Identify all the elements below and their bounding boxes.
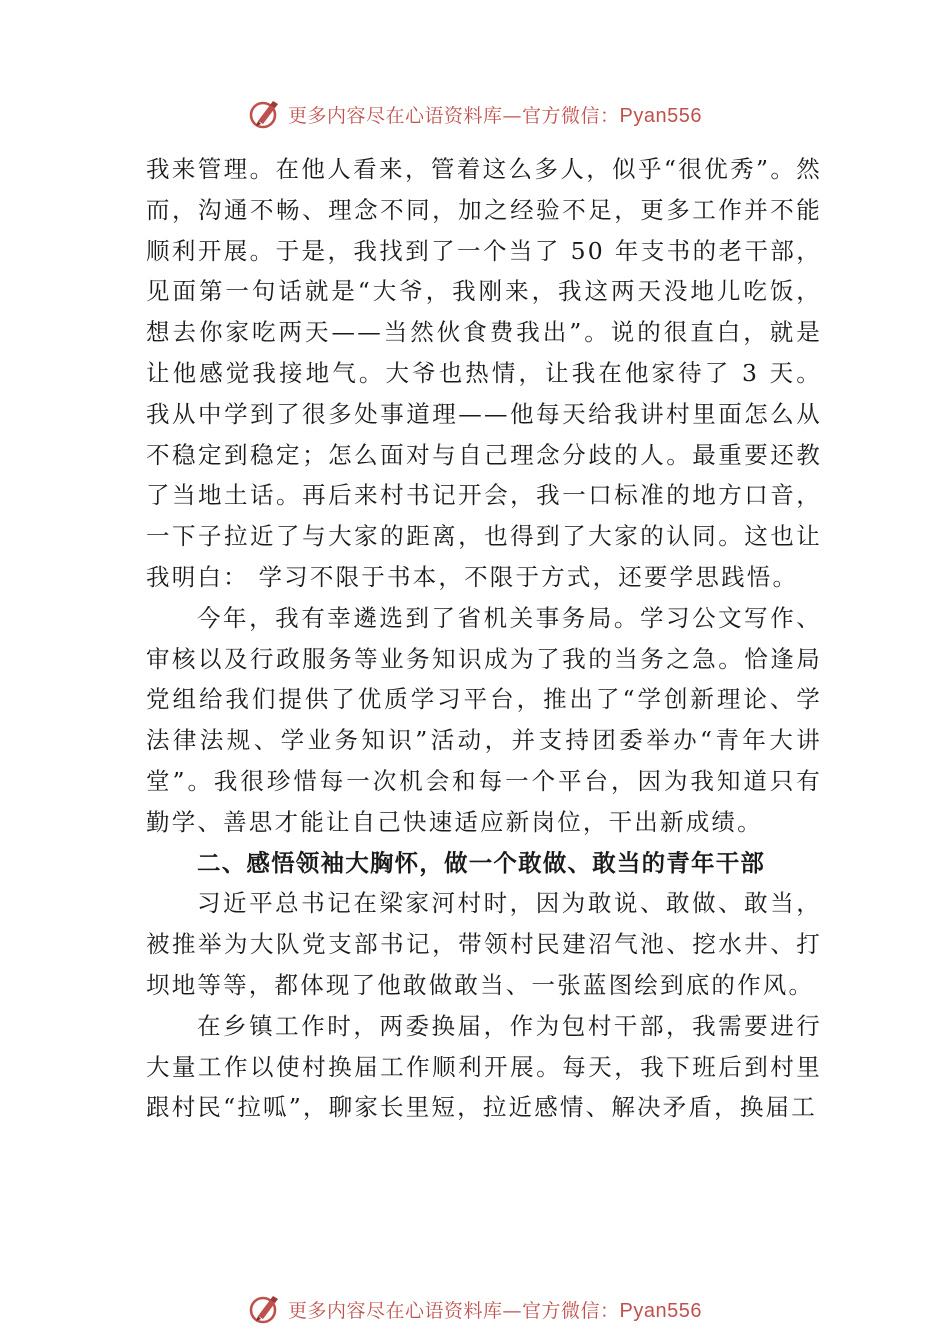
- paragraph-1: 我来管理。在他人看来，管着这么多人，似乎“很优秀”。然而，沟通不畅、理念不同，加之经验不足，更多工作并不能顺利开展。于是，我找到了一个当了 50 年支书的老干部，见面第一句话就是“大爷，我刚来，我这两天没地儿吃饭，想去你家吃两天——当然伙食费我出”。说的很直白，就是让他感觉我接地气。大爷也热情，让我在他家待了 3 天。我从中学到了很多处事道理——他每天给我讲村里面怎么从不稳定到稳定；怎么面对与自己理念分歧的人。最重要还教了当地土话。再后来村书记开会，我一口标准的地方口音，一下子拉近了与大家的距离，也得到了大家的认同。这也让我明白： 学习不限于书本，不限于方式，还要学思践悟。: [146, 155, 822, 591]
- document-body: [146, 149, 822, 1128]
- pen-logo-icon: [248, 97, 282, 131]
- header-watermark-id: Pyan556: [619, 104, 702, 127]
- paragraph-3: 习近平总书记在梁家河村时，因为敢说、敢做、敢当，被推举为大队党支部书记，带领村民建沼气池、挖水井、打坝地等等，都体现了他敢做敢当、一张蓝图绘到底的作风。: [146, 889, 822, 999]
- paragraph-2: 今年，我有幸遴选到了省机关事务局。学习公文写作、审核以及行政服务等业务知识成为了我的当务之急。恰逢局党组给我们提供了优质学习平台，推出了“学创新理论、学法律法规、学业务知识”活动，并支持团委举办“青年大讲堂”。我很珍惜每一次机会和每一个平台，因为我知道只有勤学、善思才能让自己快速适应新岗位，干出新成绩。: [146, 603, 822, 836]
- header-watermark: [0, 94, 950, 134]
- footer-watermark: [0, 1289, 950, 1329]
- section-heading: 二、感悟领袖大胸怀，做一个敢做、敢当的青年干部: [197, 848, 766, 877]
- header-watermark-text: 更多内容尽在心语资料库—官方微信：Pyan556: [288, 104, 702, 127]
- paragraph-4: 在乡镇工作时，两委换届，作为包村干部，我需要进行大量工作以使村换届工作顺利开展。每天，我下班后到村里跟村民“拉呱”，聊家长里短，拉近感情、解决矛盾，换届工: [146, 1011, 822, 1122]
- footer-watermark-text: 更多内容尽在心语资料库—官方微信：Pyan556: [288, 1299, 702, 1322]
- footer-watermark-id: Pyan556: [619, 1299, 702, 1322]
- pen-logo-icon: [248, 1292, 282, 1326]
